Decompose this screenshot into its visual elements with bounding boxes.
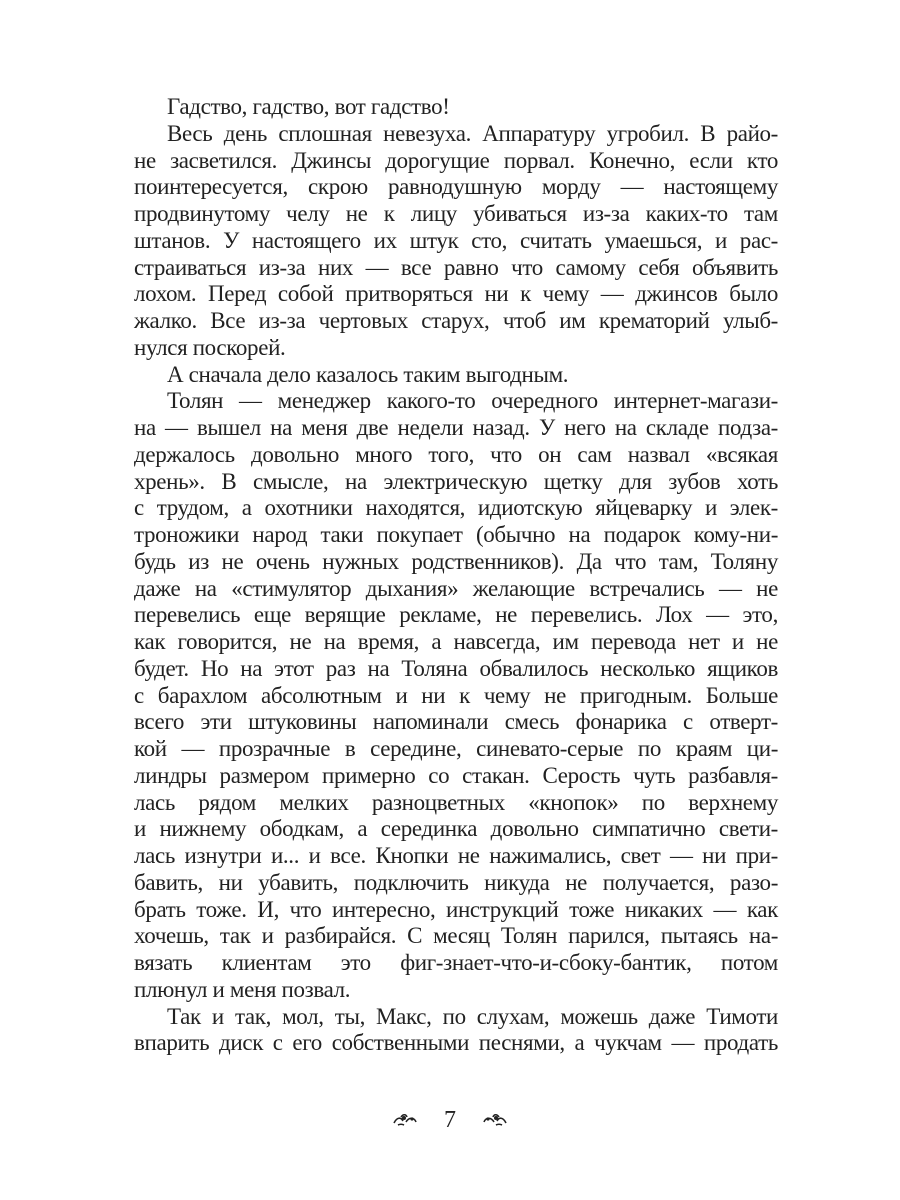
text-line: всего эти штуковины напоминали смесь фонарика с отверт- — [134, 709, 778, 735]
text-line: продвинутому челу не к лицу убиваться из-за каких-то там — [134, 201, 778, 226]
page-number: 7 — [444, 1106, 456, 1133]
text-line: перевелись еще верящие рекламе, не перевелись. Лох — это, — [134, 602, 778, 628]
text-line: жалко. Все из-за чертовых старух, чтоб им крематорий улыб- — [134, 308, 778, 333]
text-line: линдры размером примерно со стакан. Серость чуть разбавля- — [134, 762, 778, 788]
paragraph — [134, 362, 778, 389]
text-line: не засветился. Джинсы дорогущие порвал. Конечно, если кто — [134, 147, 778, 173]
text-line: бавить, ни убавить, подключить никуда не получается, разо- — [134, 869, 778, 895]
text-line: с барахлом абсолютным и ни к чему не пригодным. Больше — [134, 682, 778, 708]
text-line: даже на «стимулятор дыхания» желающие встречались — не — [134, 575, 778, 601]
text-line: впарить диск с его собственными песнями, а чукчам — продать — [134, 1030, 778, 1056]
text-line: кой — прозрачные в середине, синевато-серые по краям ци- — [134, 736, 778, 761]
page-footer — [0, 1106, 900, 1134]
text-line: троножики народ таки покупает (обычно на подарок кому-ни- — [134, 522, 778, 547]
text-line: вязать клиентам это фиг-знает-что-и-сбоку-бантик, потом — [134, 950, 778, 975]
text-line: лась рядом мелких разноцветных «кнопок» по верхнему — [134, 789, 778, 815]
text-line: Гадство, гадство, вот гадство! — [167, 94, 450, 119]
text-line: хочешь, так и разбирайся. С месяц Толян парился, пытаясь на- — [134, 923, 778, 949]
text-line: будет. Но на этот раз на Толяна обвалилось несколько ящиков — [134, 655, 778, 681]
text-line: Толян — менеджер какого-то очередного интернет-магази- — [167, 388, 778, 414]
text-line: поинтересуется, скрою равнодушную морду — настоящему — [134, 174, 778, 200]
text-line: и нижнему ободкам, а серединка довольно симпатично свети- — [134, 816, 778, 842]
text-line: Весь день сплошная невезуха. Аппаратуру угробил. В райо- — [167, 120, 778, 146]
text-line: хрень». В смысле, на электрическую щетку для зубов хоть — [134, 468, 778, 494]
page-body-text — [134, 94, 778, 1057]
text-line: будь из не очень нужных родственников). Да что там, Толяну — [134, 548, 778, 574]
paragraph — [134, 388, 778, 1003]
left-floral-ornament-icon — [392, 1107, 420, 1134]
text-line: штанов. У настоящего их штук сто, считать умаешься, и рас- — [134, 227, 778, 253]
right-floral-ornament-icon — [480, 1107, 508, 1134]
text-line: брать тоже. И, что интересно, инструкций тоже никаких — как — [134, 896, 778, 922]
text-line: на — вышел на меня две недели назад. У него на складе подза- — [134, 415, 778, 440]
text-line: держалось довольно много того, что он сам назвал «всякая — [134, 441, 778, 467]
text-line: лохом. Перед собой притворяться ни к чему — джинсов было — [134, 281, 778, 307]
text-line: страиваться из-за них — все равно что самому себя объявить — [134, 254, 778, 280]
paragraph — [134, 94, 778, 121]
text-line: Так и так, мол, ты, Макс, по слухам, можешь даже Тимоти — [167, 1003, 778, 1029]
text-line: нулся поскорей. — [134, 334, 286, 360]
text-line: А сначала дело казалось таким выгодным. — [167, 361, 569, 387]
text-line: лась изнутри и... и все. Кнопки не нажимались, свет — ни при- — [134, 843, 778, 868]
text-line: с трудом, а охотники находятся, идиотскую яйцеварку и элек- — [134, 495, 778, 521]
text-line: как говорится, не на время, а навсегда, им перевода нет и не — [134, 629, 778, 654]
paragraph — [134, 1004, 778, 1058]
paragraph — [134, 121, 778, 362]
text-line: плюнул и меня позвал. — [134, 976, 351, 1002]
